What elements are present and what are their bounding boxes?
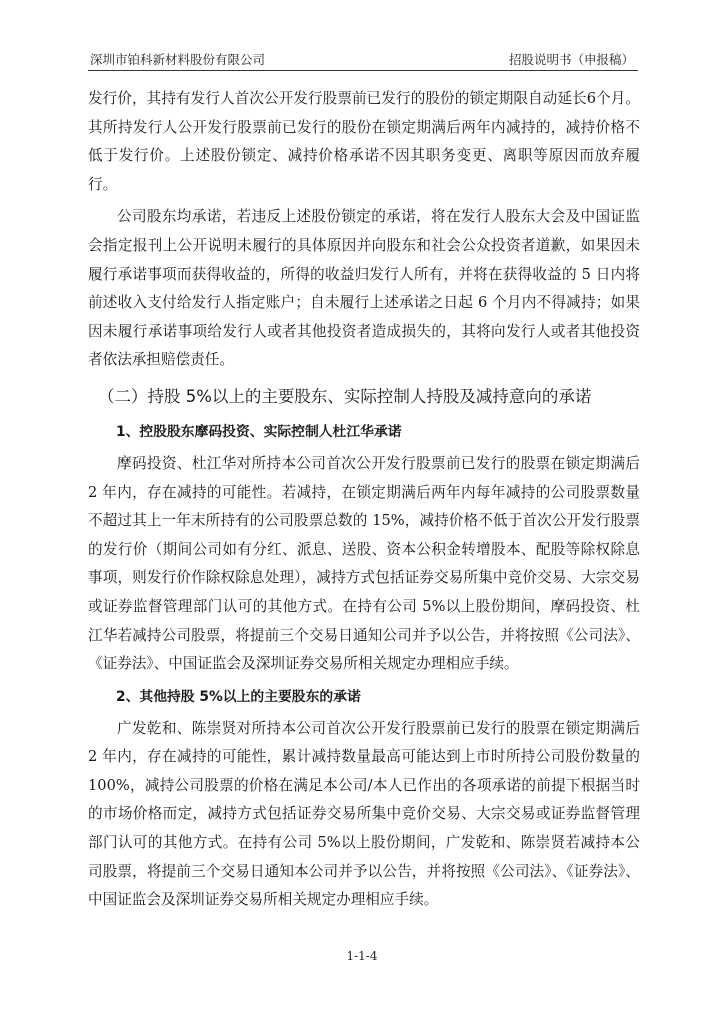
paragraph-shareholder-commitment: 公司股东均承诺，若违反上述股份锁定的承诺，将在发行人股东大会及中国证监会指定报刊上公开说明未履行的具体原因并向股东和社会公众投资者道歉，如果因未履行承诺事项而获得收益的，所得的收益归发行人所有，并将在获得收益的 5 日内将前述收入支付给发行人指定账户；自未履行上述承诺之日起 6 个月内不得减持；如果因未履行承诺事项给发行人或者其他投资者造成损失的，其将向发行人或者其他投资者依法承担赔偿责任。 — [88, 208, 640, 369]
section-title-major-shareholders: （二）持股 5%以上的主要股东、实际控制人持股及减持意向的承诺 — [98, 386, 592, 406]
paragraph-controlling-shareholder-commitment: 摩码投资、杜江华对所持本公司首次公开发行股票前已发行的股票在锁定期满后 2 年内，存在减持的可能性。若减持，在锁定期满后两年内每年减持的公司股票数量不超过其上一年末所持有的公司股票总数的 15%，减持价格不低于首次公开发行股票的发行价（期间公司如有分红、派息、送股、资本公积金转增股本、配股等除权除息事项，则发行价作除权除息处理），减持方式包括证券交易所集中竞价交易、大宗交易或证券监督管理部门认可的其他方式。在持有公司 5%以上股份期间，摩码投资、杜江华若减持公司股票，将提前三个交易日通知公司并予以公告，并将按照《公司法》、《证券法》、中国证监会及深圳证券交易所相关规定办理相应手续。 — [88, 454, 640, 673]
subsection-title-other-shareholders: 2、其他持股 5%以上的主要股东的承诺 — [116, 688, 361, 705]
header-company-name: 深圳市铂科新材料股份有限公司 — [90, 52, 266, 67]
document-body — [88, 85, 640, 915]
subsection-title-controlling-shareholder: 1、控股股东摩码投资、实际控制人杜江华承诺 — [116, 423, 402, 440]
page-header — [88, 50, 638, 70]
header-divider — [88, 70, 638, 71]
paragraph-lockup-extension: 发行价，其持有发行人首次公开发行股票前已发行的股份的锁定期限自动延长6个月。其所持发行人公开发行股票前已发行的股份在锁定期满后两年内减持的，减持价格不低于发行价。上述股份锁定、减持价格承诺不因其职务变更、离职等原因而放弃履行。 — [88, 90, 640, 193]
header-document-type: 招股说明书（申报稿） — [508, 52, 634, 67]
paragraph-other-shareholders-commitment: 广发乾和、陈崇贤对所持本公司首次公开发行股票前已发行的股票在锁定期满后 2 年内，存在减持的可能性，累计减持数量最高可能达到上市时所持公司股份数量的100%，减持公司股票的价格在满足本公司/本人已作出的各项承诺的前提下根据当时的市场价格而定，减持方式包括证券交易所集中竞价交易、大宗交易或证券监督管理部门认可的其他方式。在持有公司 5%以上股份期间，广发乾和、陈崇贤若减持本公司股票，将提前三个交易日通知本公司并予以公告，并将按照《公司法》、《证券法》、中国证监会及深圳证券交易所相关规定办理相应手续。 — [88, 719, 640, 909]
page-number: 1-1-4 — [346, 949, 378, 963]
